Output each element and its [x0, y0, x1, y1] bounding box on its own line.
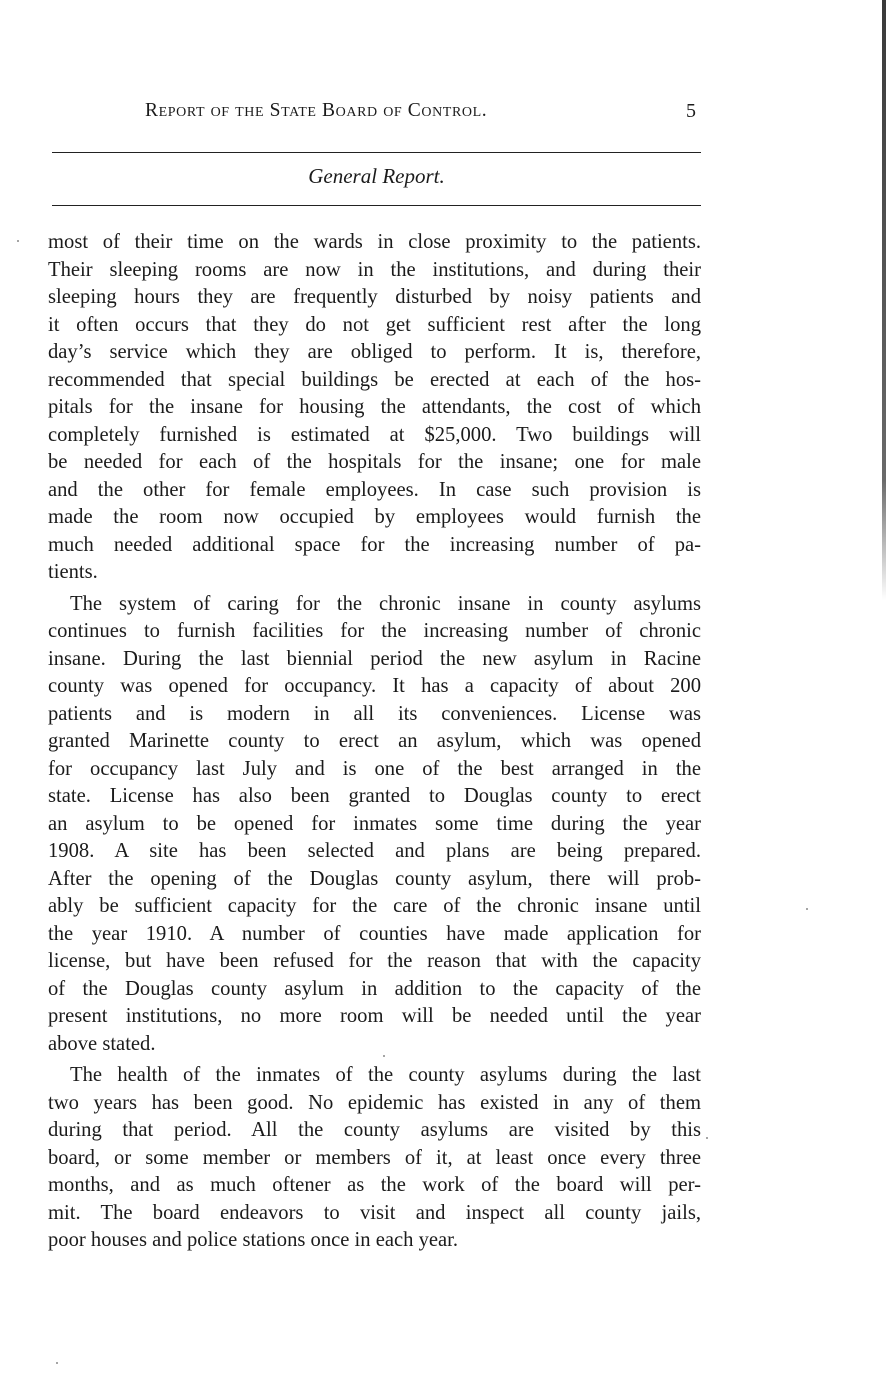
text-line: license, but have been refused for the reason that with the capacity	[48, 950, 701, 972]
text-line: granted Marinette county to erect an asylum, which was opened	[48, 730, 701, 752]
text-line: insane. During the last biennial period the new asylum in Racine	[48, 647, 701, 670]
text-line: ably be sufficient capacity for the care of the chronic insane until	[48, 895, 701, 917]
scan-speck	[56, 1362, 58, 1364]
text-line: recommended that special buildings be erected at each of the hos-	[48, 368, 701, 391]
text-line: sleeping hours they are frequently disturbed by noisy patients and	[48, 286, 701, 308]
text-line: The health of the inmates of the county asylums during the last	[70, 1064, 701, 1086]
text-line: state. License has also been granted to Douglas county to erect	[48, 785, 701, 807]
text-line: present institutions, no more room will be needed until the year	[48, 1005, 701, 1027]
text-line: board, or some member or members of it, at least once every three	[48, 1146, 701, 1169]
text-line: during that period. All the county asylums are visited by this	[48, 1119, 701, 1141]
text-line: The system of caring for the chronic insane in county asylums	[70, 592, 701, 615]
text-line: for occupancy last July and is one of the best arranged in the	[48, 757, 701, 780]
scan-speck	[17, 240, 19, 242]
paragraph-1	[48, 229, 701, 587]
paragraph-2	[48, 591, 701, 1059]
running-title: Report of the State Board of Control.	[145, 100, 488, 121]
text-line: most of their time on the wards in close proximity to the patients.	[48, 231, 701, 253]
text-line: After the opening of the Douglas county asylum, there will prob-	[48, 867, 701, 890]
text-line: above stated.	[48, 1032, 156, 1055]
text-line: two years has been good. No epidemic has existed in any of them	[48, 1091, 701, 1114]
header-rule-bottom	[52, 205, 701, 206]
text-line: poor houses and police stations once in each year.	[48, 1229, 459, 1251]
text-line: pitals for the insane for housing the attendants, the cost of which	[48, 396, 701, 418]
scan-speck	[806, 908, 808, 910]
text-line: continues to furnish facilities for the increasing number of chronic	[48, 620, 701, 642]
text-line: an asylum to be opened for inmates some time during the year	[48, 812, 701, 835]
text-line: months, and as much oftener as the work of the board will per-	[48, 1174, 701, 1196]
text-line: it often occurs that they do not get sufficient rest after the long	[48, 313, 701, 336]
scan-edge-shadow	[882, 0, 886, 600]
section-title: General Report.	[308, 164, 445, 188]
text-line: much needed additional space for the increasing number of pa-	[48, 533, 701, 556]
body-text	[48, 229, 701, 1255]
text-line: 1908. A site has been selected and plans are being prepared.	[48, 840, 701, 862]
text-line: tients.	[48, 561, 98, 583]
text-line: Their sleeping rooms are now in the institutions, and during their	[48, 258, 701, 281]
scan-speck	[706, 1137, 708, 1139]
text-line: mit. The board endeavors to visit and inspect all county jails,	[48, 1201, 701, 1224]
text-line: made the room now occupied by employees would furnish the	[48, 506, 701, 528]
text-line: completely furnished is estimated at $25,000. Two buildings will	[48, 423, 701, 446]
paragraph-3	[48, 1062, 701, 1255]
header-rule-top	[52, 152, 701, 153]
text-line: day’s service which they are obliged to perform. It is, therefore,	[48, 341, 701, 363]
page-number: 5	[686, 100, 696, 122]
text-line: of the Douglas county asylum in addition to the capacity of the	[48, 977, 701, 1000]
text-line: patients and is modern in all its conveniences. License was	[48, 702, 701, 725]
text-line: county was opened for occupancy. It has a capacity of about 200	[48, 675, 701, 697]
scan-speck	[383, 1055, 385, 1057]
text-line: the year 1910. A number of counties have made application for	[48, 922, 701, 945]
text-line: and the other for female employees. In case such provision is	[48, 478, 701, 501]
text-line: be needed for each of the hospitals for the insane; one for male	[48, 451, 701, 473]
